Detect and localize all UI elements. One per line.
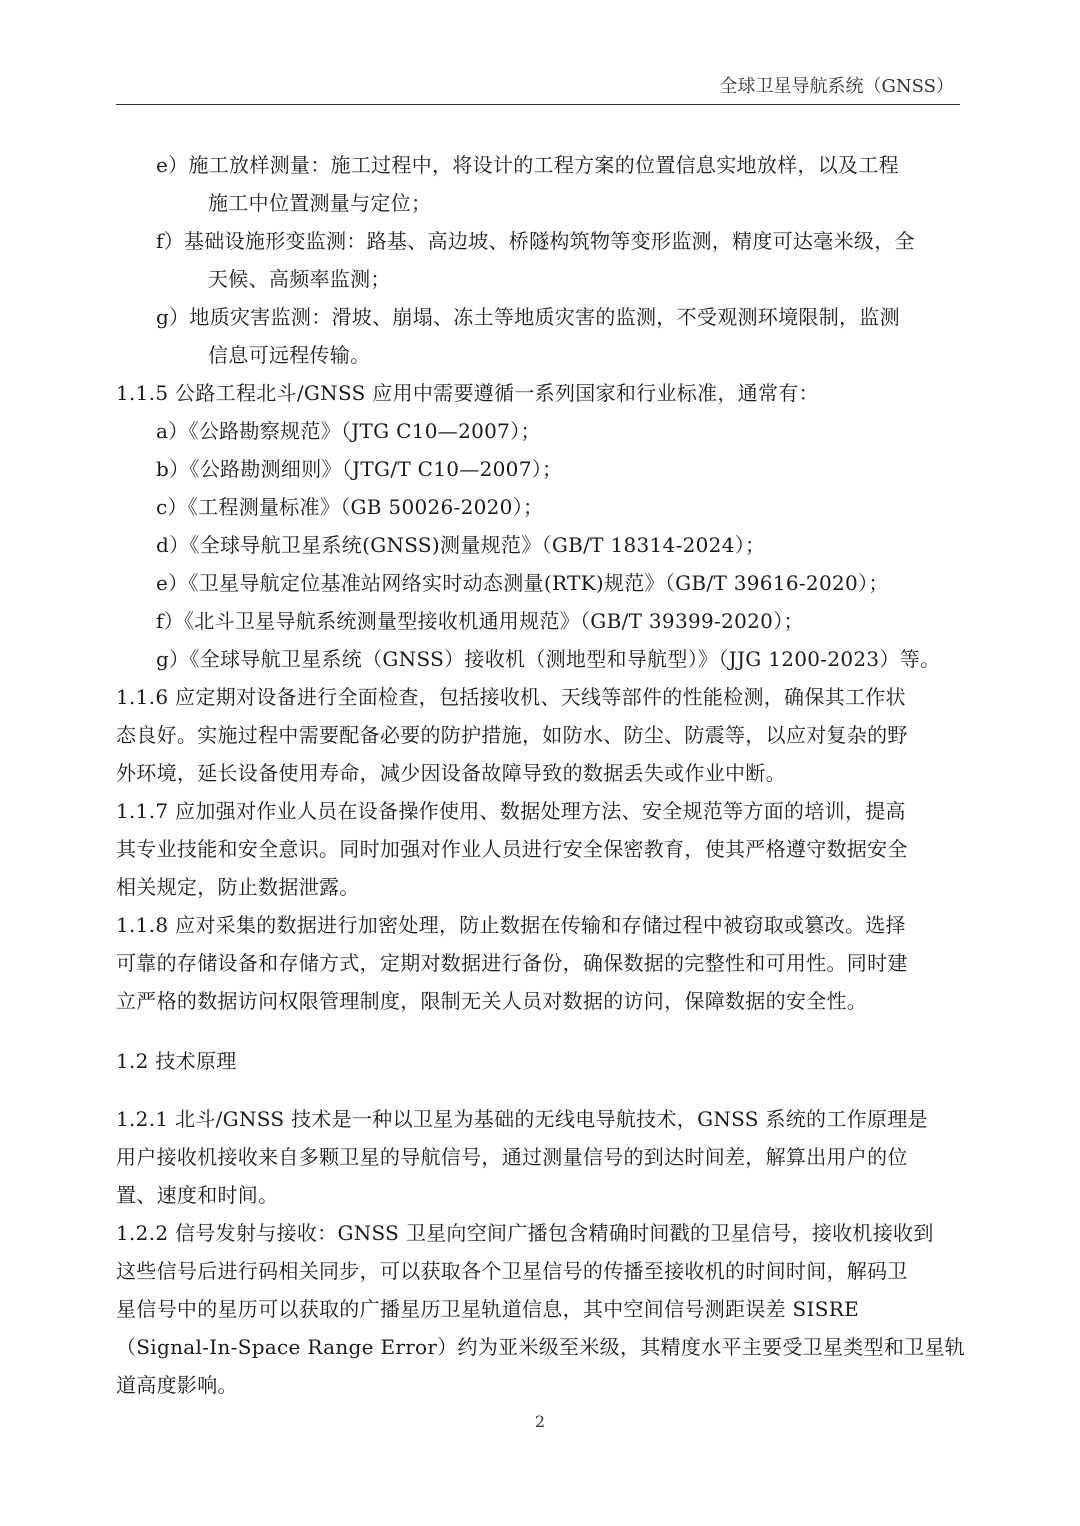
paragraph-line: 道高度影响。 [116, 1373, 238, 1397]
paragraph-line: 1.2.2 信号发射与接收：GNSS 卫星向空间广播包含精确时间戳的卫星信号，接收机接收到 [116, 1221, 934, 1245]
section-1-2-2 [116, 1214, 966, 1404]
standard-item-d: d）《全球导航卫星系统(GNSS)测量规范》（GB/T 18314-2024）； [156, 533, 766, 557]
section-heading-1-2: 1.2 技术原理 [116, 1049, 237, 1073]
standard-item-e: e）《卫星导航定位基准站网络实时动态测量(RTK)规范》（GB/T 39616-2020）； [156, 571, 889, 595]
header-title: 全球卫星导航系统（GNSS） [719, 76, 954, 97]
paragraph-line: 用户接收机接收来自多颗卫星的导航信号，通过测量信号的到达时间差，解算出用户的位 [116, 1145, 908, 1169]
paragraph-line: 可靠的存储设备和存储方式，定期对数据进行备份，确保数据的完整性和可用性。同时建 [116, 951, 908, 975]
document-body [116, 146, 966, 1404]
paragraph-line: 这些信号后进行码相关同步，可以获取各个卫星信号的传播至接收机的时间时间，解码卫 [116, 1259, 908, 1283]
paragraph-line: 态良好。实施过程中需要配备必要的防护措施，如防水、防尘、防震等，以应对复杂的野 [116, 723, 908, 747]
page-header [116, 76, 960, 105]
section-1-1-6 [116, 678, 960, 792]
paragraph-line: 外环境，延长设备使用寿命，减少因设备故障导致的数据丢失或作业中断。 [116, 761, 786, 785]
paragraph-line: 相关规定，防止数据泄露。 [116, 875, 360, 899]
list-item-line: f）基础设施形变监测：路基、高边坡、桥隧构筑物等变形监测，精度可达毫米级，全 [156, 229, 915, 253]
list-item-continuation: 施工中位置测量与定位； [208, 191, 432, 215]
list-item-f [116, 222, 960, 298]
list-item-line: g）地质灾害监测：滑坡、崩塌、冻土等地质灾害的监测，不受观测环境限制，监测 [156, 305, 900, 329]
standard-item-g: g）《全球导航卫星系统（GNSS）接收机（测地型和导航型）》（JJG 1200-2023）等。 [156, 647, 941, 671]
paragraph-line: 1.1.8 应对采集的数据进行加密处理，防止数据在传输和存储过程中被窃取或篡改。选择 [116, 913, 906, 937]
paragraph-line: 1.2.1 北斗/GNSS 技术是一种以卫星为基础的无线电导航技术，GNSS 系统的工作原理是 [116, 1107, 928, 1131]
standard-item-a: a）《公路勘察规范》（JTG C10—2007）； [156, 419, 541, 443]
paragraph-line: （Signal-In-Space Range Error）约为亚米级至米级，其精度水平主要受卫星类型和卫星轨 [116, 1335, 966, 1359]
list-item-g [116, 298, 960, 374]
section-1-2-1 [116, 1100, 960, 1214]
section-1-1-5 [116, 374, 960, 678]
paragraph-line: 1.1.7 应加强对作业人员在设备操作使用、数据处理方法、安全规范等方面的培训，提高 [116, 799, 906, 823]
list-item-line: e）施工放样测量：施工过程中，将设计的工程方案的位置信息实地放样，以及工程 [156, 153, 899, 177]
paragraph-line: 置、速度和时间。 [116, 1183, 279, 1207]
standard-item-b: b）《公路勘测细则》（JTG/T C10—2007）； [156, 457, 563, 481]
section-1-1-8 [116, 906, 960, 1020]
list-item-e [116, 146, 960, 222]
paragraph-line: 1.1.6 应定期对设备进行全面检查，包括接收机、天线等部件的性能检测，确保其工作状 [116, 685, 906, 709]
paragraph-line: 星信号中的星历可以获取的广播星历卫星轨道信息，其中空间信号测距误差 SISRE [116, 1297, 860, 1321]
standard-item-c: c）《工程测量标准》（GB 50026-2020）； [156, 495, 544, 519]
section-1-1-7 [116, 792, 960, 906]
paragraph-line: 其专业技能和安全意识。同时加强对作业人员进行安全保密教育，使其严格遵守数据安全 [116, 837, 908, 861]
page-number: 2 [534, 1412, 546, 1431]
list-item-continuation: 信息可远程传输。 [208, 343, 371, 367]
standard-item-f: f）《北斗卫星导航系统测量型接收机通用规范》（GB/T 39399-2020）； [156, 609, 804, 633]
list-item-continuation: 天候、高频率监测； [208, 267, 391, 291]
section-intro: 1.1.5 公路工程北斗/GNSS 应用中需要遵循一系列国家和行业标准，通常有： [116, 381, 819, 405]
paragraph-line: 立严格的数据访问权限管理制度，限制无关人员对数据的访问，保障数据的安全性。 [116, 989, 868, 1013]
